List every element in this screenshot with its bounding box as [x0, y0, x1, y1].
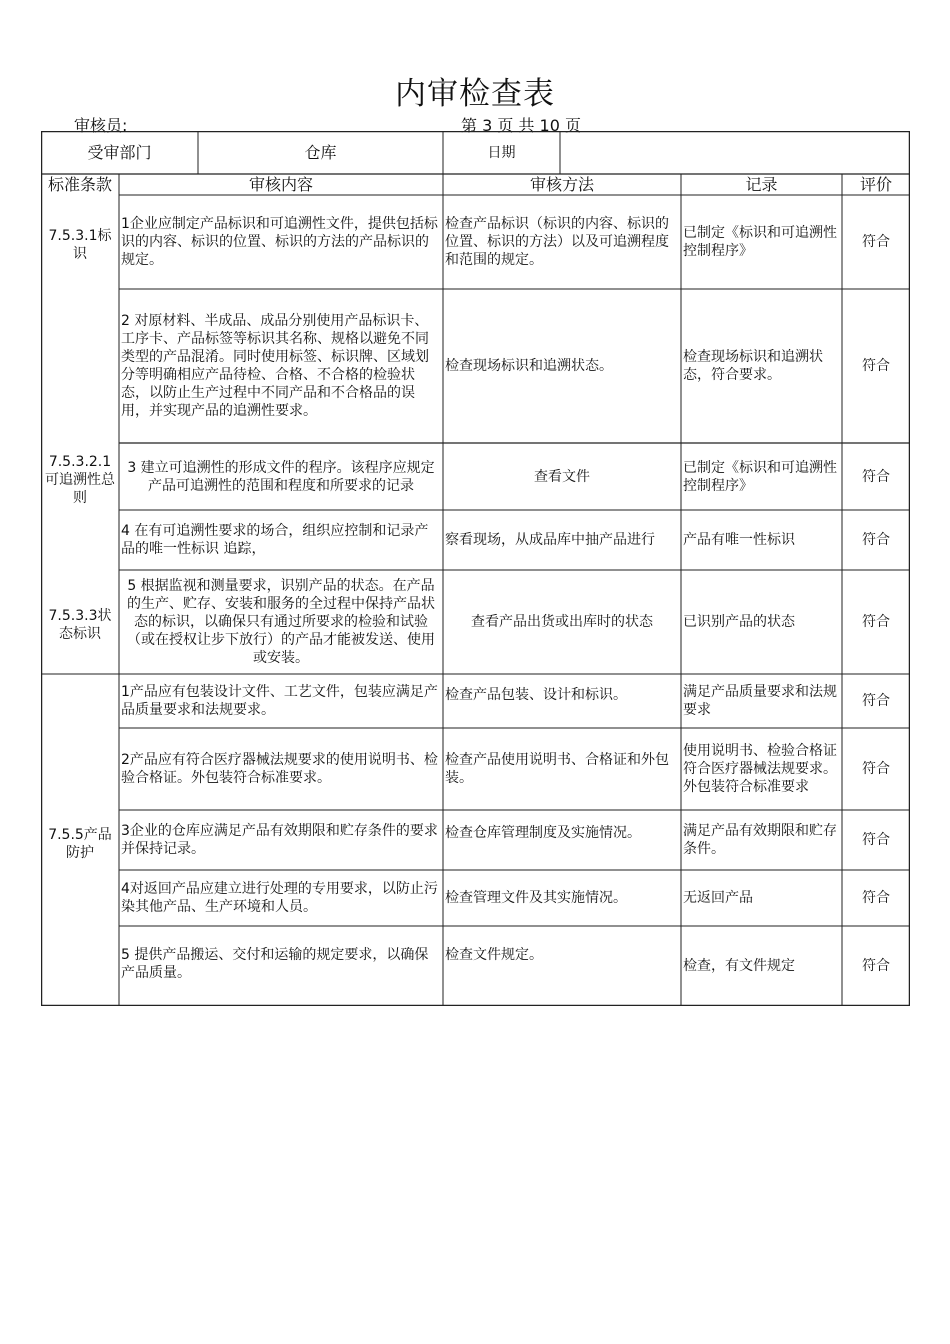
- table-row-0-content: 1企业应制定产品标识和可追溯性文件，提供包括标识的内容、标识的位置、标识的方法的产品标识的规定。: [121, 216, 438, 268]
- table-row-9-content: 5 提供产品搬运、交付和运输的规定要求，以确保产品质量。: [121, 947, 429, 981]
- table-row-2-record: 已制定《标识和可追溯性控制程序》: [683, 459, 837, 494]
- column-header-method: 审核方法: [529, 174, 594, 194]
- table-row-1-content: 2 对原材料、半成品、成品分别使用产品标识卡、工序卡、产品标签等标识其名称、规格以避免不同类型的产品混淆。同时使用标签、标识牌、区域划分等明确相应产品待检、合格、不合格的检验状态，以防止生产过程中不同产品和不合格品的误用，并实现产品的追溯性要求。: [121, 313, 429, 419]
- table-row-7-content: 3企业的仓库应满足产品有效期限和贮存条件的要求并保持记录。: [121, 823, 438, 857]
- column-header-clause: 标准条款: [47, 174, 112, 194]
- dept-value: 仓库: [304, 142, 337, 162]
- column-header-record: 记录: [745, 174, 778, 194]
- clause-identification: 7.5.3.1标识: [48, 228, 112, 262]
- table-row-8-record: 无返回产品: [683, 890, 753, 906]
- table-row-7-result: 符合: [862, 832, 890, 848]
- dept-label: 受审部门: [87, 142, 152, 162]
- table-row-3-method: 察看现场，从成品库中抽产品进行: [445, 532, 655, 548]
- table-row-8-content: 4对返回产品应建立进行处理的专用要求，以防止污染其他产品、生产环境和人员。: [121, 881, 438, 915]
- table-row-6-method: 检查产品使用说明书、合格证和外包装。: [445, 752, 669, 786]
- table-row-9-result: 符合: [862, 957, 890, 974]
- table-row-8-result: 符合: [862, 890, 890, 906]
- date-value: [560, 131, 910, 174]
- table-row-3-result: 符合: [862, 532, 890, 548]
- table-row-2-method: 查看文件: [534, 468, 590, 485]
- page-title: 内审检查表: [395, 76, 555, 112]
- table-row-5-record: 满足产品质量要求和法规要求: [683, 684, 837, 718]
- table-row-1-record: 检查现场标识和追溯状态，符合要求。: [683, 349, 823, 383]
- table-row-7-method: 检查仓库管理制度及实施情况。: [445, 825, 641, 841]
- table-row-5-result: 符合: [862, 693, 890, 709]
- table-row-3-content: 4 在有可追溯性要求的场合，组织应控制和记录产品的唯一性标识 追踪，: [121, 523, 429, 557]
- table-row-2-content: 3 建立可追溯性的形成文件的程序。该程序应规定产品可追溯性的范围和程度和所要求的记录: [127, 459, 435, 494]
- table-row-5-content: 1产品应有包装设计文件、工艺文件，包装应满足产品质量要求和法规要求。: [121, 684, 438, 718]
- table-row-4-record: 已识别产品的状态: [683, 614, 795, 630]
- column-header-content: 审核内容: [248, 174, 313, 194]
- table-row-6-content: 2产品应有符合医疗器械法规要求的使用说明书、检验合格证。外包装符合标准要求。: [121, 752, 438, 786]
- table-row-7-record: 满足产品有效期限和贮存条件。: [683, 823, 837, 857]
- table-row-8-method: 检查管理文件及其实施情况。: [445, 890, 627, 906]
- table-row-2-result: 符合: [862, 468, 890, 485]
- clause-product-preservation: 7.5.5产品防护: [48, 827, 112, 861]
- auditor-label: 审核员:: [74, 116, 128, 135]
- table-row-9-method: 检查文件规定。: [445, 947, 543, 963]
- table-row-4-content: 5 根据监视和测量要求，识别产品的状态。在产品的生产、贮存、安装和服务的全过程中保持产品状态的标识，以确保只有通过所要求的检验和试验（或在授权让步下放行）的产品才能被发送、使用或安装。: [127, 578, 435, 666]
- table-row-6-record: 使用说明书、检验合格证符合医疗器械法规要求。外包装符合标准要求: [683, 743, 837, 795]
- date-label: 日期: [487, 144, 516, 161]
- table-row-4-method: 查看产品出货或出库时的状态: [471, 614, 653, 630]
- table-row-6-result: 符合: [862, 761, 890, 777]
- audit-checklist-table: [41, 131, 910, 1006]
- table-row-9-record: 检查，有文件规定: [683, 957, 795, 974]
- clause-status-identification: 7.5.3.3状态标识: [48, 608, 112, 642]
- table-row-4-result: 符合: [862, 614, 890, 630]
- page-number: 第 3 页 共 10 页: [461, 116, 581, 135]
- table-row-0-record: 已制定《标识和可追溯性控制程序》: [683, 225, 837, 259]
- clause-traceability: 7.5.3.2.1可追溯性总则: [45, 454, 115, 506]
- table-row-1-method: 检查现场标识和追溯状态。: [445, 358, 613, 374]
- column-header-result: 评价: [859, 174, 892, 194]
- table-row-1-result: 符合: [862, 358, 890, 374]
- table-row-0-result: 符合: [862, 234, 890, 250]
- table-row-0-method: 检查产品标识（标识的内容、标识的位置、标识的方法）以及可追溯程度和范围的规定。: [445, 216, 669, 268]
- table-row-5-method: 检查产品包装、设计和标识。: [445, 687, 627, 703]
- table-row-3-record: 产品有唯一性标识: [683, 532, 795, 548]
